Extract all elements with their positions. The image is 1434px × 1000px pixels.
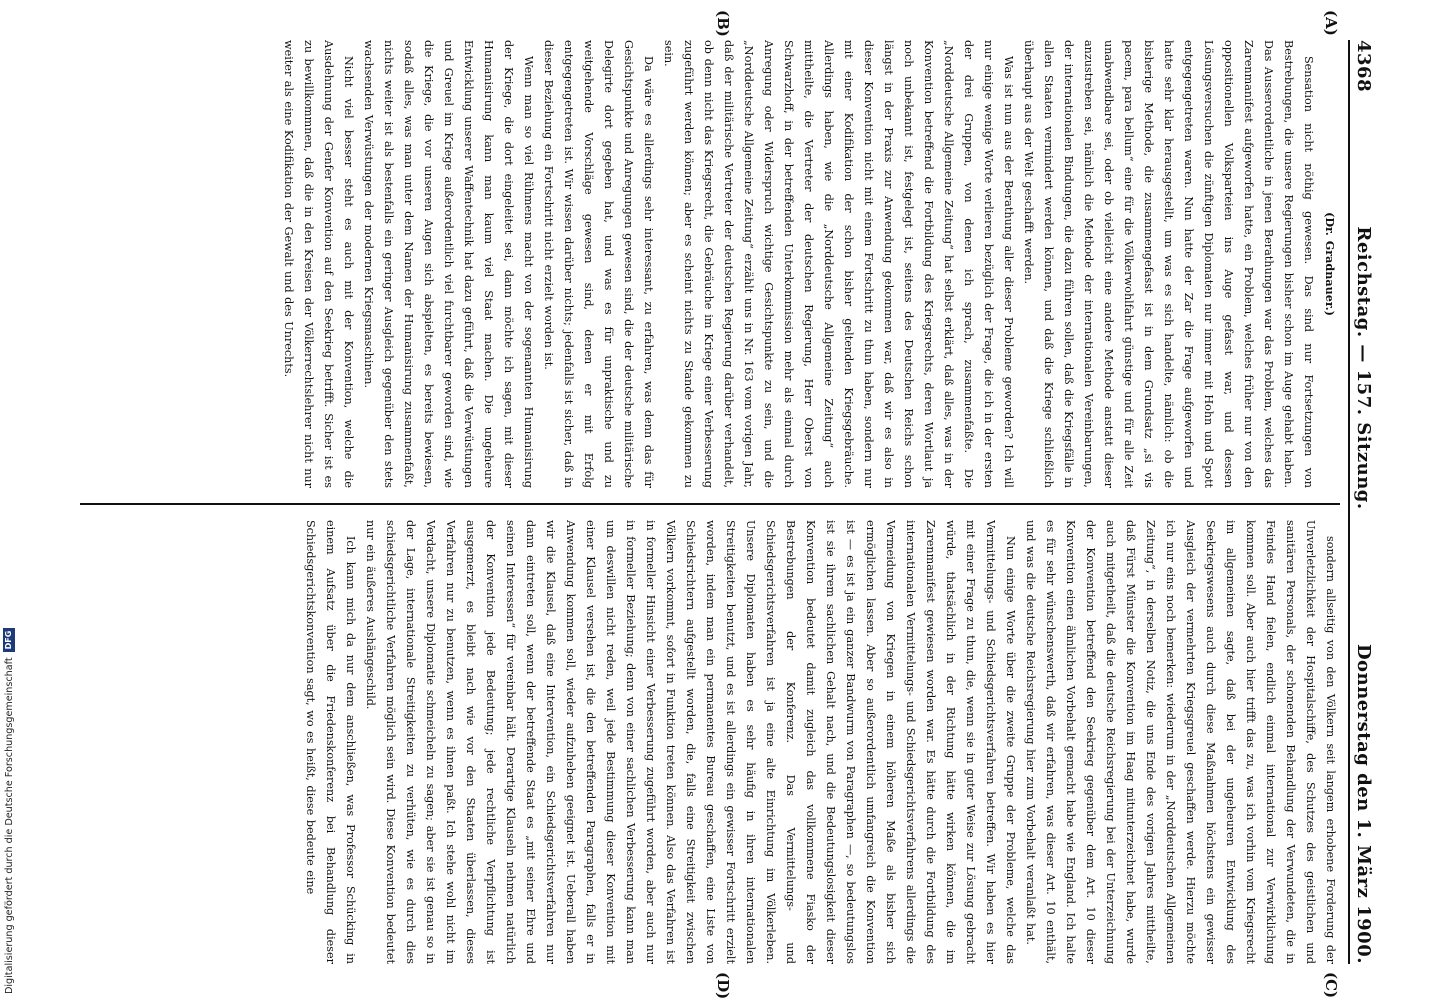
session-title: Reichstag. — 157. Sitzung. [1353, 226, 1375, 510]
paragraph: Sensation nicht nöthig gewesen. Das sind nur Fortsetzungen von Bestrebungen, die unsere Regierungen bisher schon im Auge gehabt haben. Das Ausserordentliche in jenen Berathungen war das Problem, welches das Zarenmanifest aufgeworfen hatte, ein Problem, welches früher nur von den oppositionellen Volksparteien ins Auge gefasst war, und dessen Lösungsversuchen die zünftigen Diplomaten nur immer mit Hohn und Spott entgegengetreten waren. Nun hatte der Zar die Frage aufgeworfen und hatte sehr klar herausgestellt, um was es sich handelte, nämlich: ob die bisherige Methode, die zusammengefasst ist in dem Grundsatz „si vis pacem, para bellum“ eine für die Völkerwohlfahrt günstige und für alle Zeit unabwendbare sei, oder ob vielleicht eine andere Methode anstatt dieser anzustreben sei, nämlich die Methode der internationalen Vereinbarungen, der internationalen Bindungen, die dazu führen sollen, daß die Kriegsfälle in allen Staaten vermindert werden können, und daß die Kriege schließlich überhaupt aus der Welt geschafft werden. [1022, 40, 1315, 488]
page-header [1348, 40, 1378, 964]
paragraph: Nicht viel besser steht es auch mit der Konvention, welche die Ausdehnung der Genfer Konvention auf den Seekrieg betrifft. Sicher ist es zu bewillkommnen, daß die in den Kreisen der Völkerrechtslehrer nicht nur weiter als eine Kodifikation der Gewalt und des Unrechts. [282, 40, 355, 488]
paragraph: Ich kann mich da nur dem anschließen, was Professor Schücking in einem Aufsatz über die Friedenskonferenz bei Behandlung dieser Schiedsgerichtskonvention sagt, wo es heißt, diese bedeute eine [304, 520, 357, 964]
margin-mark-d: (D) [714, 972, 732, 1000]
session-date: Donnerstag den 1. März 1900. [1353, 643, 1375, 964]
paragraph: Was ist nun aus der Berathung aller dieser Probleme geworden? Ich will nur einige wenige Worte verlieren bezüglich der Frage, die ich in der ersten der drei Gruppen, von denen ich sprach, zusammenfaßte. Die „Norddeutsche Allgemeine Zeitung“ hat selbst erklärt, daß alles, was in der Konvention betreffend die Fortbildung des Kriegsrechts, deren Wortlaut ja noch unbekannt ist, festgelegt ist, seitens des Deutschen Reichs schon längst in der Praxis zur Anwendung gekommen war, daß wir es also in dieser Konvention nicht mit einem Fortschritt zu thun haben, sondern nur mit einer Kodifikation der schon bisher geltenden Kriegsgebräuche. Allerdings haben, wie die „Norddeutsche Allgemeine Zeitung“ auch mittheilte, die Vertreter der deutschen Regierung, Herr Oberst von Schwarzhoff, in der betreffenden Unterkommission mehr als einmal durch Anregung oder Widerspruch wichtige Gesichtspunkte zu sein, und die „Norddeutsche Allgemeine Zeitung“ erzählt uns in Nr. 163 vom vorigen Jahr, daß der militärische Vertreter der deutschen Regierung darüber verhandelt, ob denn nicht das Kriegsrecht, die Gebräuche im Kriege einer Verbesserung zugeführt werden können; aber es scheint nichts zu Stande gekommen zu sein. [662, 40, 1015, 488]
column-divider [80, 503, 1340, 505]
dfg-logo-icon: DFG [3, 628, 15, 653]
left-column [76, 40, 1340, 488]
margin-mark-b: (B) [714, 10, 732, 37]
rotated-newspaper-page [60, 0, 1400, 1000]
page-number: 4368 [1353, 40, 1375, 93]
margin-mark-a: (A) [1322, 10, 1340, 36]
paragraph: sondern allseitig von den Völkern seit langem erhobene Forderung der Unverletzlichkeit der Hospitalschiffe, des Schutzes des geistlichen und sanitären Personals, der schonenden Behandlung der Verwundeten, die in Feindes Hand fielen, endlich einmal international zur Verwirklichung kommen soll. Aber auch hier trifft das zu, was ich vorhin vom Kriegsrecht im allgemeinen sagte, daß bei der ungeheuren Entwicklung des Seekriegswesens auch durch diese Maßnahmen höchstens ein gewisser Ausgleich der vermehrten Kriegsgreuel geschaffen werde. Hierzu möchte ich nur eins noch bemerken: wiederum in der „Norddeutschen Allgemeinen Zeitung“, in derselben Notiz, die uns Ende des vorigen Jahres mittheilte, daß Fürst Münster die Konvention im Haag mitunterzeichnet habe, wurde auch mitgetheilt, daß die deutsche Reichsregierung bei der Unterzeichnung der Konvention betreffend den Seekrieg gegenüber dem Art. 10 dieser Konvention einen ähnlichen Vorbehalt gemacht habe wie England. Ich halte es für sehr wünschenswerth, daß wir erfahren, was dieser Art. 10 enthält, und was die deutsche Reichsregierung hier zum Vorbehalt veranlaßt hat. [1024, 520, 1337, 964]
margin-mark-c: (C) [1322, 972, 1340, 999]
right-column [76, 520, 1340, 964]
paragraph: Nun einige Worte über die zweite Gruppe der Probleme, welche das Vermittelungs- und Schiedsgerichtsverfahren betreffen. Wir haben es hier mit einer Frage zu thun, die, wenn sie in guter Weise zur Lösung gebracht würde, thatsächlich in der Richtung hätte wirken können, die im Zarenmanifest gewiesen worden war. Es hätte durch die Fortbildung des internationalen Vermittelungs- und Schiedsgerichtsverfahrens allerdings die Vermeidung von Kriegen in einem höheren Maße als bisher sich ermöglichen lassen. Aber so außerordentlich umfangreich die Konvention ist — es ist ja ein ganzer Bandwurm von Paragraphen —, so bedeutungslos ist sie ihrem sachlichen Gehalt nach, und die Bedeutungslosigkeit dieser Konvention bedeutet damit zugleich das vollkommene Fiasko der Bestrebungen der Konferenz. Das Vermittelungs- und Schiedsgerichtsverfahren ist ja eine alte Einrichtung im Völkerleben. Unsere Diplomaten haben es sehr häufig in ihren internationalen Streitigkeiten benutzt, und es ist allerdings ein gewisser Fortschritt erzielt worden, indem man ein permanentes Bureau geschaffen, eine Liste von Schiedsrichtern aufgestellt worden, die, falls eine Streitigkeit zwischen Völkern vorkommt, sofort in Funktion treten können. Also das Verfahren ist in formeller Hinsicht einer Verbesserung zugeführt worden, aber auch nur in formeller Beziehung; denn von einer sachlichen Verbesserung kann man um deswillen nicht reden, weil jede Bestimmung dieser Konvention mit einer Klausel versehen ist, die den betreffenden Paragraphen, falls er in Anwendung kommen soll, wieder aufzuheben geeignet ist. Ueberall haben wir die Klausel, daß eine Intervention, ein Schiedsgerichtsverfahren nur dann eintreten soll, wenn der betreffende Staat es „mit seiner Ehre und seinen Interessen“ für vereinbar hält. Derartige Klauseln nehmen natürlich der Konvention jede Bedeutung; jede rechtliche Verpflichtung ist ausgemerzt, es bleibt nach wie vor den Staaten überlassen, dieses Verfahren nur zu benutzen, wenn es ihnen paßt. Ich stehe wohl nicht im Verdacht, unsere Diplomatie schmeicheln zu sagen; aber sie ist genau so in der Lage, internationale Streitigkeiten zu verhüten, wie es durch dies schiedsgerichtliche Verfahren möglich sein wird. Diese Konvention bedeutet nur ein äußeres Aushängeschild. [364, 520, 1017, 964]
paragraph: Wenn man so viel Rühmens macht von der sogenannten Humanisirung der Kriege, die dort eingeleitet sei, dann möchte ich sagen, mit dieser Humanisirung kann man kaum viel Staat machen. Die ungeheure Entwicklung unserer Waffentechnik hat dazu geführt, daß die Verwüstungen und Greuel im Kriege außerordentlich viel furchtbarer geworden sind, wie die Kriege, die vor unseren Augen sich abspielten, es bereits bewiesen, sodaß alles, was man unter dem Namen der Humanisirung zusammenfaßt, nichts weiter ist als bestenfalls ein geringer Ausgleich gegenüber den stets wachsenden Verwüstungen der modernen Kriegsmaschinen. [362, 40, 535, 488]
paragraph: Da wäre es allerdings sehr interessant, zu erfahren, was denn das für Gesichtspunkte und Anregungen gewesen sind, die der deutsche militärische Delegirte dort gegeben hat, und was es für unpraktische und zu weitgehende Vorschläge gewesen sind, denen er mit Erfolg entgegengetreten ist. Wir wissen darüber nichts; jedenfalls ist sicher, daß in dieser Beziehung ein Fortschritt nicht erzielt worden ist. [542, 40, 655, 488]
digitization-text: Digitalisierung gefördert durch die Deutsche Forschungsgemeinschaft [3, 657, 15, 994]
digitization-note [2, 628, 16, 994]
speaker-name: (Dr. Gradnauer.) [1323, 212, 1337, 316]
